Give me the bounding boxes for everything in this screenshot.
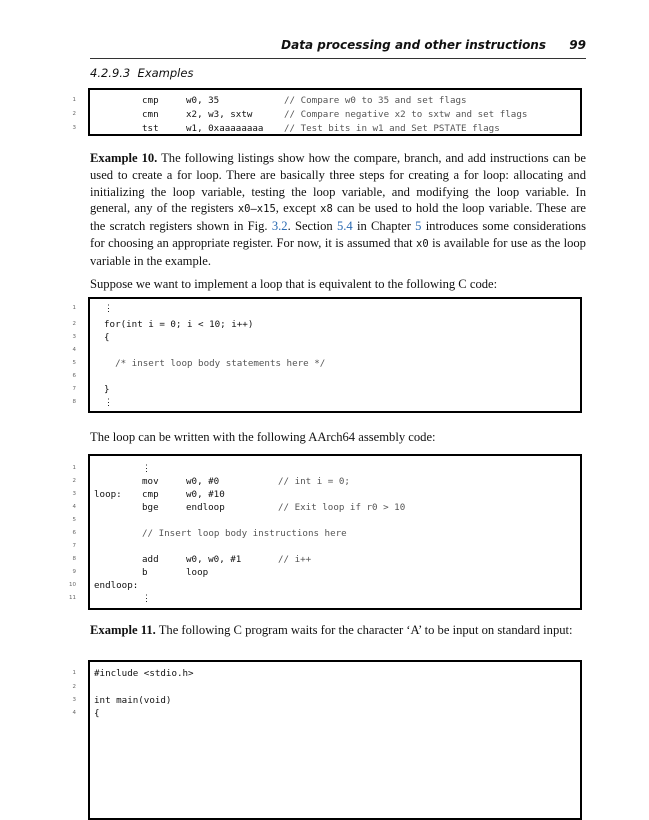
line-number: 11 — [69, 595, 76, 601]
c-code-intro: Suppose we want to implement a loop that is equivalent to the following C code: — [90, 277, 498, 291]
code-operands: w0, #10 — [186, 489, 225, 500]
body-text: . Section — [287, 219, 333, 234]
asm-code-intro: The loop can be written with the following AArch64 assembly code: — [90, 430, 436, 444]
code-text: ⋮ — [104, 397, 114, 408]
line-number: 2 — [72, 478, 76, 484]
header-rule — [90, 58, 586, 59]
code-mnemonic: ⋮ — [142, 593, 152, 604]
code-comment: /* insert loop body statements here */ — [104, 358, 326, 369]
code-text: for(int i = 0; i < 10; i++) — [104, 319, 254, 330]
code-line — [69, 579, 580, 592]
code-line — [72, 540, 580, 553]
code-line — [72, 707, 580, 720]
code-text: #include <stdio.h> — [94, 668, 194, 679]
code-line — [72, 681, 580, 694]
line-number: 1 — [72, 305, 76, 311]
code-comment: // int i = 0; — [278, 476, 350, 487]
code-mnemonic: add — [142, 554, 159, 565]
line-number: 2 — [72, 684, 76, 690]
code-mnemonic: b — [142, 567, 148, 578]
code-operands: loop — [186, 567, 209, 578]
line-number: 7 — [72, 386, 76, 392]
running-header — [90, 38, 586, 56]
code-line — [72, 527, 580, 540]
line-number: 1 — [72, 465, 76, 471]
code-listing-3 — [69, 454, 582, 610]
example-label: Example 11. — [90, 623, 156, 637]
line-number: 3 — [72, 125, 76, 131]
line-number: 6 — [72, 530, 76, 536]
line-number: 3 — [72, 491, 76, 497]
code-line — [72, 318, 580, 331]
example-label: Example 10. — [90, 151, 158, 165]
body-text: can be used to hold the loop variable. These are the scratch registers shown in Fig. — [90, 201, 586, 234]
line-number: 4 — [72, 347, 76, 353]
code-comment: // Compare w0 to 35 and set flags — [284, 95, 467, 106]
code-text: } — [104, 384, 110, 395]
code-comment: // Compare negative x2 to sxtw and set flags — [284, 109, 528, 120]
code-mnemonic: ⋮ — [142, 463, 152, 474]
code-line — [72, 488, 580, 501]
code-line — [72, 514, 580, 527]
example-10-paragraph — [90, 150, 586, 270]
line-number: 9 — [72, 569, 76, 575]
code-line — [72, 566, 580, 579]
body-text: , except — [275, 201, 316, 216]
code-operands: w0, w0, #1 — [186, 554, 242, 565]
code-line — [72, 331, 580, 344]
code-line — [72, 122, 580, 135]
chapter-link[interactable]: 5 — [415, 219, 422, 234]
code-line — [72, 501, 580, 514]
code-text: { — [94, 708, 100, 719]
code-mnemonic: cmp — [142, 95, 159, 106]
code-line — [72, 475, 580, 488]
code-line — [72, 667, 580, 680]
line-number: 1 — [72, 670, 76, 676]
code-comment: // Insert loop body instructions here — [142, 528, 347, 539]
code-line — [72, 108, 580, 121]
inline-code: x8 — [320, 203, 333, 216]
code-text: ⋮ — [104, 303, 114, 314]
code-text: int main(void) — [94, 695, 172, 706]
code-line — [72, 370, 580, 383]
line-number: 4 — [72, 504, 76, 510]
body-text: in Chapter — [356, 219, 411, 234]
code-operands: endloop — [186, 502, 225, 513]
code-label: loop: — [94, 489, 122, 500]
code-comment: // i++ — [278, 554, 312, 565]
code-mnemonic: bge — [142, 502, 159, 513]
code-mnemonic: cmn — [142, 109, 159, 120]
section-link[interactable]: 5.4 — [336, 219, 353, 234]
line-number: 6 — [72, 373, 76, 379]
code-operands: w0, 35 — [186, 95, 220, 106]
code-line — [72, 462, 580, 475]
line-number: 1 — [72, 97, 76, 103]
line-number: 3 — [72, 697, 76, 703]
example-11-paragraph — [90, 622, 586, 639]
code-line — [72, 553, 580, 566]
body-text: is available for use as the loop variable in the example. — [90, 235, 586, 268]
code-mnemonic: tst — [142, 123, 159, 134]
code-operands: w1, 0xaaaaaaaa — [186, 123, 264, 134]
running-title: Data processing and other instructions — [281, 38, 546, 52]
inline-code: x0 — [416, 237, 429, 250]
section-heading — [90, 66, 193, 80]
line-number: 2 — [72, 321, 76, 327]
line-number: 8 — [72, 556, 76, 562]
page-number: 99 — [569, 38, 586, 52]
body-text: The following C program waits for the character ‘A’ to be input on standard input: — [158, 623, 573, 637]
code-line — [72, 357, 580, 370]
section-number: 4.2.9.3 — [90, 66, 131, 80]
code-mnemonic: mov — [142, 476, 159, 487]
code-mnemonic: cmp — [142, 489, 159, 500]
code-line — [72, 383, 580, 396]
code-comment: // Test bits in w1 and Set PSTATE flags — [284, 123, 500, 134]
line-number: 4 — [72, 710, 76, 716]
line-number: 5 — [72, 360, 76, 366]
inline-code: x0–x15 — [237, 203, 276, 216]
line-number: 5 — [72, 517, 76, 523]
section-title: Examples — [137, 66, 194, 80]
code-text: { — [104, 332, 110, 343]
code-operands: w0, #0 — [186, 476, 220, 487]
code-listing-2 — [72, 297, 582, 413]
code-line — [72, 344, 580, 357]
body-text: The following listings show how the compare, branch, and add instructions can be used to create a for loop. There are basically three steps for creating a for loop: allocating and initializing the loop variable, testing the loop variable, and modifying the loop variable. In general, any of the registers — [90, 151, 586, 216]
figure-link[interactable]: 3.2 — [271, 219, 288, 234]
code-line — [72, 94, 580, 107]
code-line — [69, 592, 580, 605]
code-line — [72, 694, 580, 707]
line-number: 7 — [72, 543, 76, 549]
line-number: 3 — [72, 334, 76, 340]
line-number: 2 — [72, 111, 76, 117]
code-label: endloop: — [94, 580, 139, 591]
code-comment: // Exit loop if r0 > 10 — [278, 502, 406, 513]
code-operands: x2, w3, sxtw — [186, 109, 253, 120]
line-number: 10 — [69, 582, 76, 588]
code-listing-4 — [72, 660, 582, 820]
code-line — [72, 396, 580, 409]
code-line — [72, 302, 580, 315]
code-listing-1 — [72, 88, 582, 136]
line-number: 8 — [72, 399, 76, 405]
body-text: introduces some considerations for choosing an appropriate register. For now, it is assumed that — [90, 219, 586, 250]
